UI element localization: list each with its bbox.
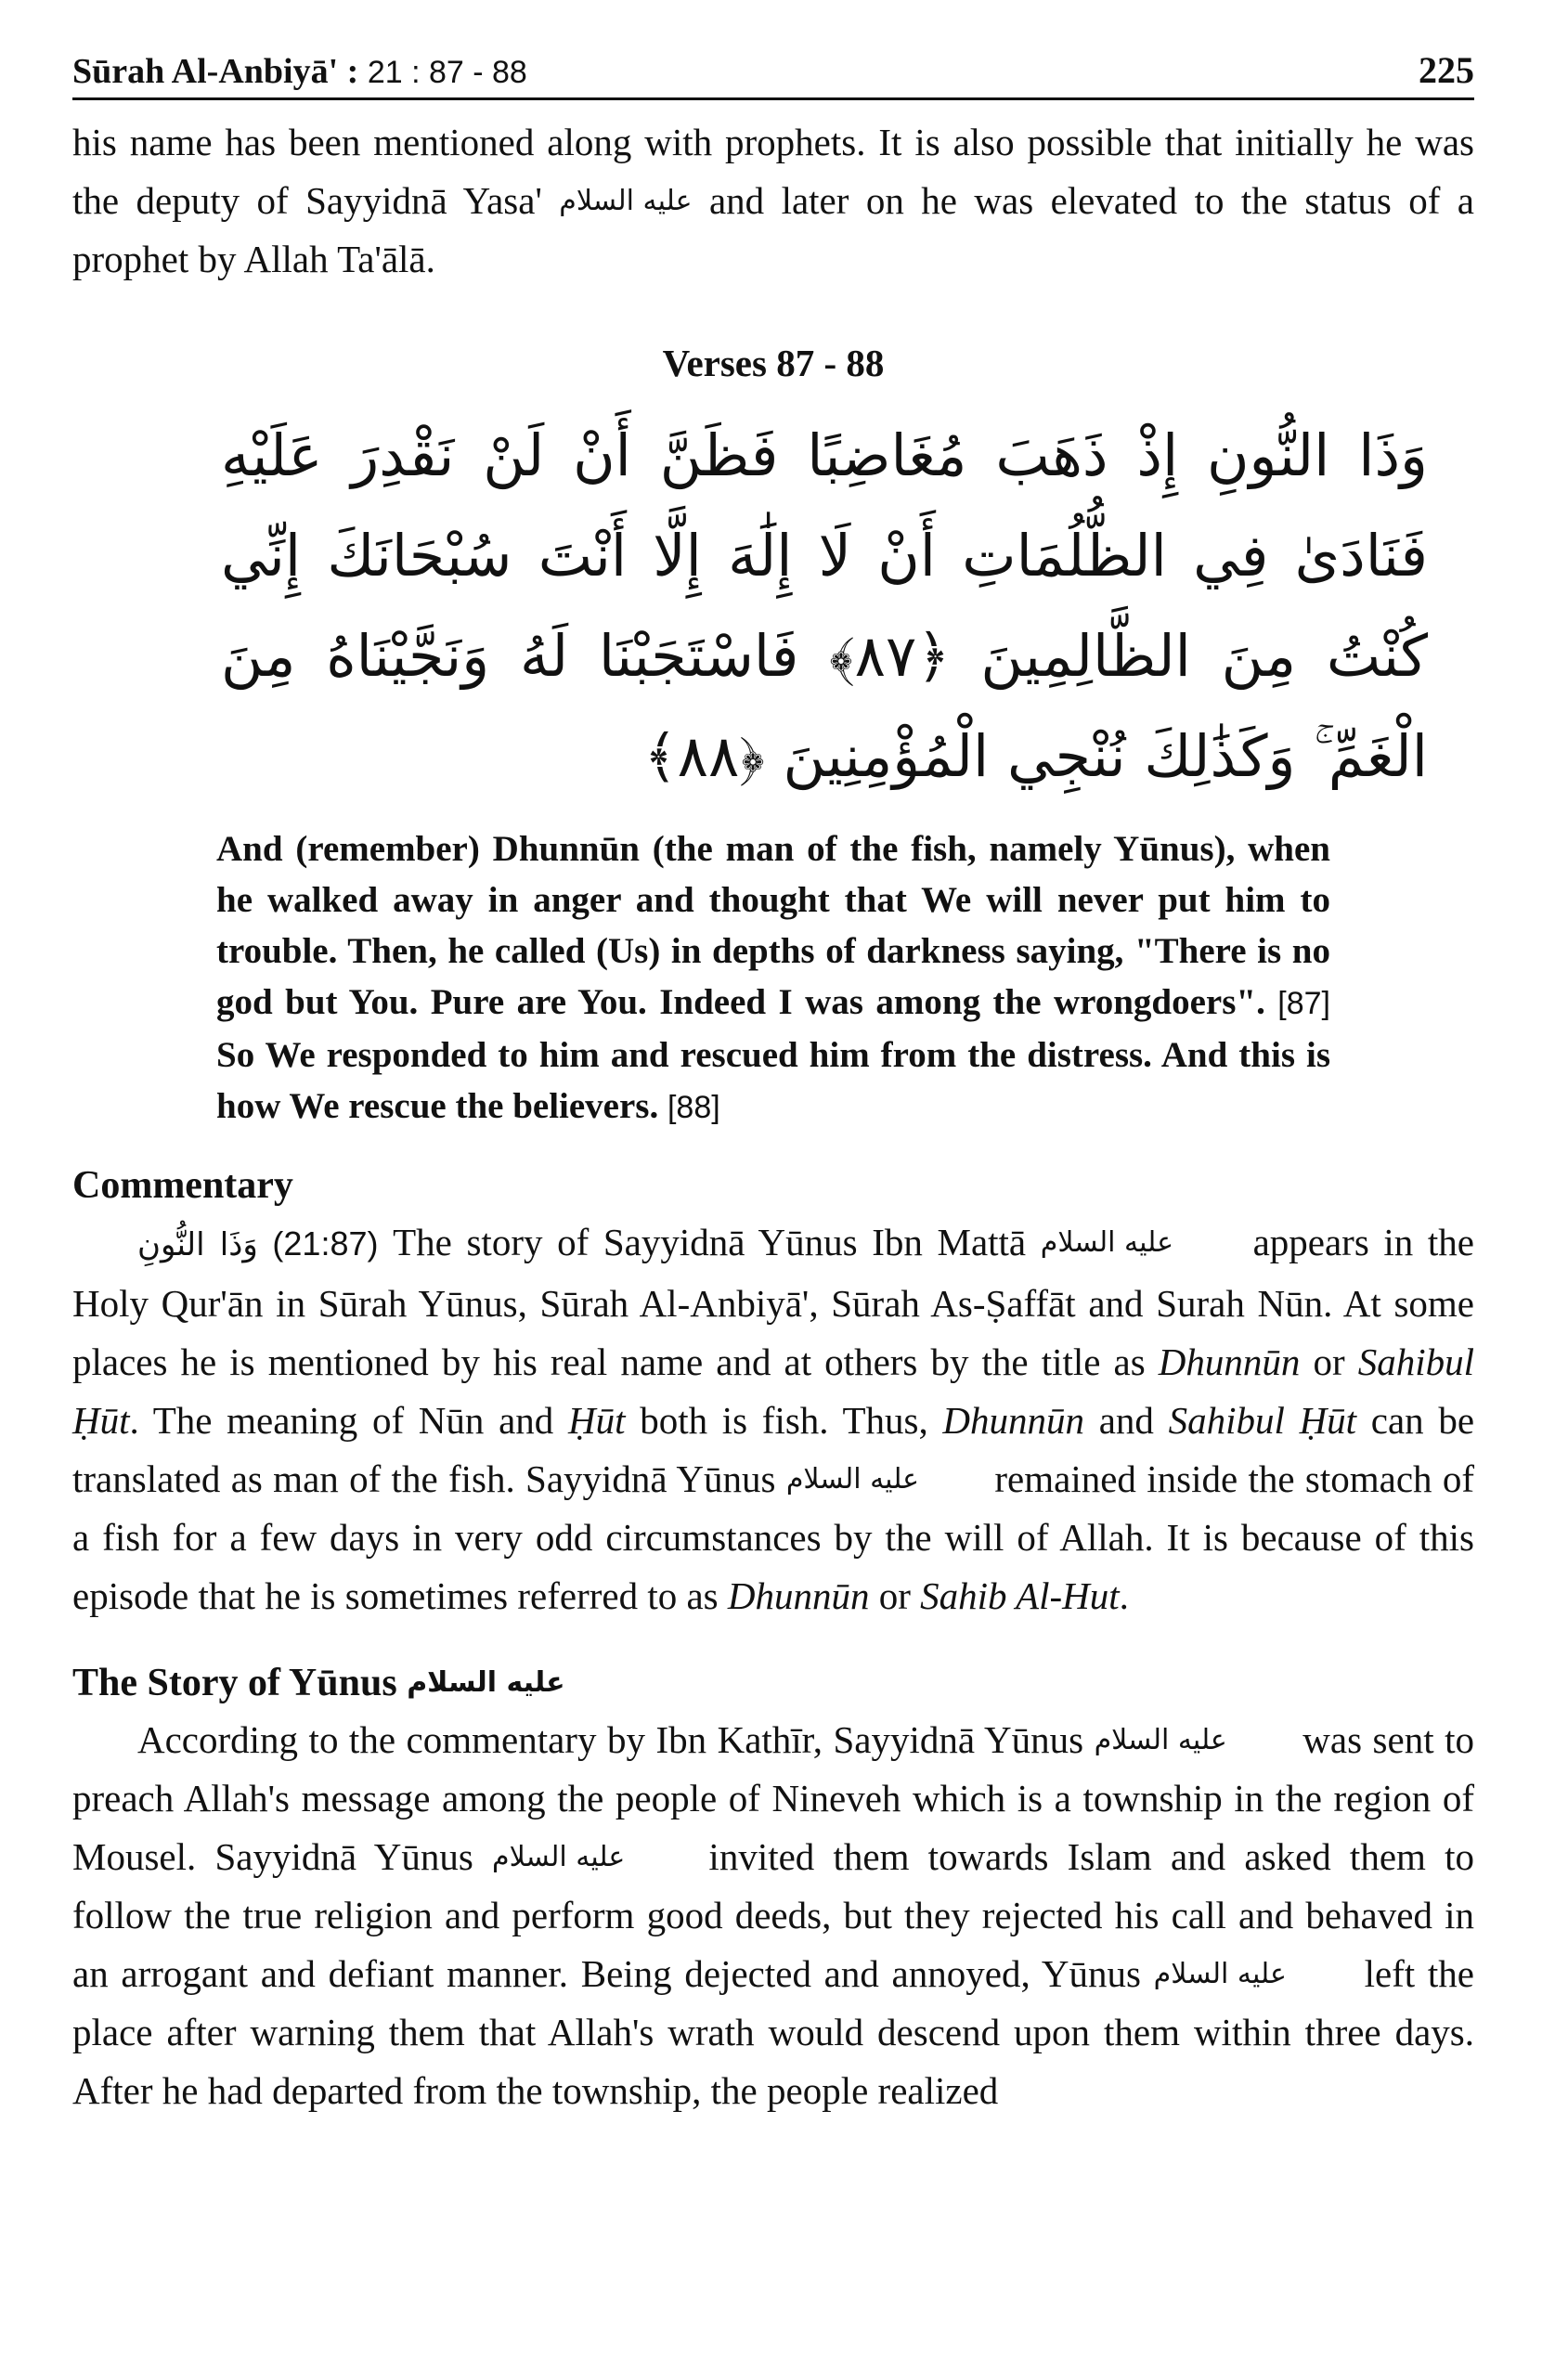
italic-term: Dhunnūn [727, 1574, 870, 1617]
commentary-text: can be translated as man of the fish. Sayyidnā Yūnus [72, 1399, 1475, 1500]
page-number: 225 [1419, 49, 1474, 91]
commentary-text: . The meaning of Nūn and [129, 1399, 554, 1442]
italic-term: Dhunnūn [942, 1399, 1085, 1442]
story-text: According to the commentary by Ibn Kathīr, Sayyidnā Yūnus [137, 1718, 1084, 1761]
story-heading [72, 1655, 1474, 1711]
verse-range: 21 : 87 - 88 [367, 55, 527, 90]
intro-text-2: and later on he was elevated to the status of a prophet by Allah Ta'ālā. [72, 179, 1475, 280]
story-heading-text: The Story of Yūnus [72, 1662, 397, 1704]
header-title [72, 51, 527, 92]
italic-term: Sahib Al-Hut [920, 1574, 1120, 1617]
commentary-heading: Commentary [72, 1164, 293, 1207]
commentary-text: or [1313, 1340, 1345, 1383]
verse-translation [216, 823, 1330, 1133]
verses-heading: Verses 87 - 88 [662, 342, 885, 384]
honorific-icon: عليه السلام [492, 1841, 626, 1873]
arabic-verses: وَذَا النُّونِ إِذْ ذَهَبَ مُغَاضِبًا فَظَنَّ أَنْ لَنْ نَقْدِرَ عَلَيْهِ فَنَادَىٰ فِي الظُّلُمَاتِ أَنْ لَا إِلَٰهَ إِلَّا أَنْتَ سُبْحَانَكَ إِنِّي كُنْتُ مِنَ الظَّالِمِينَ ﴿٨٧﴾ فَاسْتَجَبْنَا لَهُ وَنَجَّيْنَاهُ مِنَ الْغَمِّ ۚ وَكَذَٰلِكَ نُنْجِي الْمُؤْمِنِينَ ﴿٨٨﴾ [221, 421, 1428, 790]
italic-term: Sahibul Ḥūt [72, 1340, 1474, 1442]
translation-part-2: So We responded to him and rescued him from the distress. And this is how We rescue the believers. [216, 1035, 1330, 1126]
verse-reference: (21:87) [272, 1224, 379, 1263]
story-text: left the place after warning them that Allah's wrath would descend upon them within three days. After he had departed from the township, the people realized [72, 1952, 1474, 2112]
italic-term: Ḥūt [568, 1399, 626, 1442]
commentary-text: The story of Sayyidnā Yūnus Ibn Mattā [393, 1221, 1027, 1263]
honorific-icon: عليه السلام [559, 185, 693, 217]
translation-part-1: And (remember) Dhunnūn (the man of the fish, namely Yūnus), when he walked away in anger and thought that We will never put him to trouble. Then, he called (Us) in depths of darkness saying, "There is no god but You. Pure are You. Indeed I was among the wrongdoers". [216, 829, 1330, 1022]
story-text: invited them towards Islam and asked them to follow the true religion and perform good deeds, but they rejected his call and behaved in an arrogant and defiant manner. Being dejected and annoyed, Yūnus [72, 1835, 1475, 1995]
intro-paragraph [72, 113, 1474, 289]
verse-number-88: [88] [667, 1090, 720, 1125]
honorific-icon: عليه السلام [1094, 1724, 1227, 1756]
arabic-reference: وَذَا النُّونِ [137, 1226, 258, 1263]
honorific-icon: عليه السلام [1040, 1226, 1173, 1259]
running-header [72, 48, 1474, 100]
commentary-paragraph [72, 1213, 1474, 1625]
commentary-text: or [878, 1574, 911, 1617]
italic-term: Dhunnūn [1158, 1340, 1301, 1383]
commentary-text: remained inside the stomach of a fish for a few days in very odd circumstances by the will of Allah. It is because of this episode that he is sometimes referred to as [72, 1457, 1475, 1617]
surah-name: Sūrah Al-Anbiyā' : [72, 52, 359, 91]
italic-term: Sahibul Ḥūt [1168, 1399, 1357, 1442]
intro-text-1: his name has been mentioned along with prophets. It is also possible that initially he was the deputy of Sayyidnā Yasa' [72, 121, 1474, 222]
commentary-text: and [1098, 1399, 1154, 1442]
commentary-text: . [1119, 1574, 1129, 1617]
honorific-icon: عليه السلام [407, 1666, 565, 1699]
commentary-text: both is fish. Thus, [640, 1399, 928, 1442]
honorific-icon: عليه السلام [785, 1463, 920, 1496]
verse-number-87: [87] [1277, 986, 1330, 1021]
honorific-icon: عليه السلام [1153, 1958, 1287, 1990]
book-page [72, 48, 1474, 2120]
story-paragraph [72, 1711, 1474, 2120]
story-text: was sent to preach Allah's message among the people of Nineveh which is a township in the region of Mousel. Sayyidnā Yūnus [72, 1718, 1474, 1878]
commentary-text: appears in the Holy Qur'ān in Sūrah Yūnus, Sūrah Al-Anbiyā', Sūrah As-Ṣaffāt and Surah Nūn. At some places he is mentioned by his real name and at others by the title as [72, 1221, 1475, 1383]
